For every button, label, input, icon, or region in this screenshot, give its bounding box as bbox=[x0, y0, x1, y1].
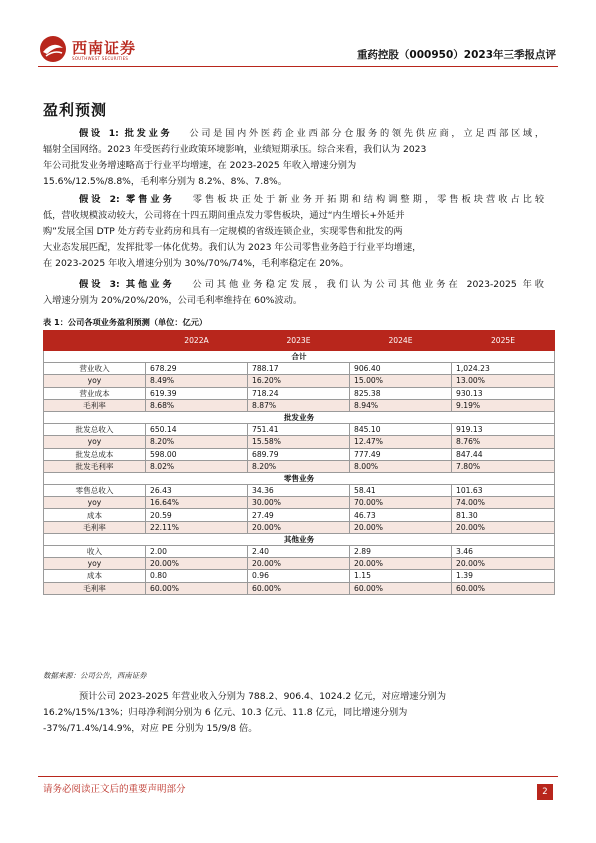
paragraph-line: 低，营收规模波动较大，公司将在十四五期间重点发力零售板块，通过“内生增长+外延并 bbox=[43, 210, 405, 221]
table-row bbox=[44, 546, 555, 558]
row-label: 成本 bbox=[44, 509, 146, 521]
table-cell: 60.00% bbox=[350, 582, 452, 594]
table-cell: 2.00 bbox=[146, 546, 248, 558]
paragraph-text: 公司是国内外医药企业西部分仓服务的领先供应商，立足西部区域， bbox=[189, 128, 544, 139]
table-cell: 9.19% bbox=[452, 399, 555, 411]
table-cell: 30.00% bbox=[248, 497, 350, 509]
assumption-label: 假设 3: 其他业务 bbox=[79, 279, 175, 290]
table-cell: 2.40 bbox=[248, 546, 350, 558]
table-source: 数据来源：公司公告，西南证券 bbox=[43, 671, 147, 680]
table-cell: 718.24 bbox=[248, 387, 350, 399]
section-heading: 批发业务 bbox=[44, 411, 555, 423]
table-cell: 60.00% bbox=[146, 582, 248, 594]
paragraph-line: 辐射全国网络。2023 年受医药行业政策环境影响，业绩短期承压。综合来看，我们认为 2023 bbox=[43, 144, 427, 155]
paragraph-line: 在 2023-2025 年收入增速分别为 30%/70%/74%，毛利率稳定在 20%。 bbox=[43, 258, 349, 269]
assumption-3-paragraph bbox=[43, 277, 544, 309]
paragraph-text: 公司其他业务稳定发展，我们认为公司其他业务在 2023-2025 年收 bbox=[192, 279, 544, 290]
table-cell: 20.59 bbox=[146, 509, 248, 521]
column-header: 2024E bbox=[350, 331, 452, 351]
paragraph-line: 购”发展全国 DTP 处方药专业药房和具有一定规模的省级连锁企业，实现零售和批发的两 bbox=[43, 226, 403, 237]
table-cell: 689.79 bbox=[248, 448, 350, 460]
table-cell: 8.94% bbox=[350, 399, 452, 411]
table-cell: 15.00% bbox=[350, 375, 452, 387]
table-row bbox=[44, 363, 555, 375]
table-cell: 0.80 bbox=[146, 570, 248, 582]
table-cell: 0.96 bbox=[248, 570, 350, 582]
table-cell: 1,024.23 bbox=[452, 363, 555, 375]
table-cell: 20.00% bbox=[146, 558, 248, 570]
paragraph-line: 大业态发展匹配，发挥批零一体化优势。我们认为 2023 年公司零售业务趋于行业平均增速， bbox=[43, 242, 422, 253]
table-cell: 22.11% bbox=[146, 521, 248, 533]
table-cell: 8.20% bbox=[146, 436, 248, 448]
table-cell: 619.39 bbox=[146, 387, 248, 399]
table-cell: 60.00% bbox=[452, 582, 555, 594]
row-label: yoy bbox=[44, 558, 146, 570]
row-label: yoy bbox=[44, 436, 146, 448]
column-header: 2023E bbox=[248, 331, 350, 351]
table-row bbox=[44, 375, 555, 387]
row-label: 营业成本 bbox=[44, 387, 146, 399]
section-heading: 其他业务 bbox=[44, 533, 555, 545]
footer-disclaimer: 请务必阅读正文后的重要声明部分 bbox=[43, 784, 186, 795]
row-label: 批发毛利率 bbox=[44, 460, 146, 472]
row-label: 营业收入 bbox=[44, 363, 146, 375]
assumption-1-paragraph bbox=[43, 126, 544, 190]
paragraph-line bbox=[59, 126, 544, 142]
paragraph-line: -37%/71.4%/14.9%，对应 PE 分别为 15/9/8 倍。 bbox=[43, 723, 258, 734]
table-cell: 3.46 bbox=[452, 546, 555, 558]
section-heading: 零售业务 bbox=[44, 472, 555, 484]
paragraph-line: 15.6%/12.5%/8.8%，毛利率分别为 8.2%、8%、7.8%。 bbox=[43, 176, 287, 187]
table-row bbox=[44, 485, 555, 497]
table-cell: 930.13 bbox=[452, 387, 555, 399]
table-header-row bbox=[44, 331, 555, 351]
table-cell: 8.02% bbox=[146, 460, 248, 472]
table-cell: 74.00% bbox=[452, 497, 555, 509]
table-cell: 788.17 bbox=[248, 363, 350, 375]
row-label: yoy bbox=[44, 497, 146, 509]
page-number: 2 bbox=[537, 784, 553, 800]
column-header: 2025E bbox=[452, 331, 555, 351]
table-section-row bbox=[44, 533, 555, 545]
paragraph-line: 16.2%/15%/13%；归母净利润分别为 6 亿元、10.3 亿元、11.8 亿元，同比增速分别为 bbox=[43, 707, 408, 718]
table-body bbox=[44, 351, 555, 595]
table-cell: 919.13 bbox=[452, 424, 555, 436]
table-row bbox=[44, 582, 555, 594]
table-row bbox=[44, 387, 555, 399]
table-cell: 8.00% bbox=[350, 460, 452, 472]
table-cell: 26.43 bbox=[146, 485, 248, 497]
table-section-row bbox=[44, 472, 555, 484]
table-cell: 847.44 bbox=[452, 448, 555, 460]
table-cell: 13.00% bbox=[452, 375, 555, 387]
table-cell: 70.00% bbox=[350, 497, 452, 509]
row-label: 毛利率 bbox=[44, 399, 146, 411]
paragraph-line: 预计公司 2023-2025 年营业收入分别为 788.2、906.4、1024.2 亿元，对应增速分别为 bbox=[79, 691, 447, 702]
row-label: 毛利率 bbox=[44, 521, 146, 533]
table-cell: 678.29 bbox=[146, 363, 248, 375]
table-row bbox=[44, 424, 555, 436]
row-label: yoy bbox=[44, 375, 146, 387]
assumption-2-paragraph bbox=[43, 192, 544, 272]
table-section-row bbox=[44, 411, 555, 423]
table-cell: 8.68% bbox=[146, 399, 248, 411]
table-cell: 20.00% bbox=[350, 558, 452, 570]
table-cell: 598.00 bbox=[146, 448, 248, 460]
table-cell: 12.47% bbox=[350, 436, 452, 448]
row-label: 收入 bbox=[44, 546, 146, 558]
table-cell: 60.00% bbox=[248, 582, 350, 594]
table-cell: 16.20% bbox=[248, 375, 350, 387]
table-cell: 81.30 bbox=[452, 509, 555, 521]
paragraph-line: 入增速分别为 20%/20%/20%，公司毛利率维持在 60%波动。 bbox=[43, 295, 303, 306]
table-cell: 8.49% bbox=[146, 375, 248, 387]
row-label: 零售总收入 bbox=[44, 485, 146, 497]
table-cell: 27.49 bbox=[248, 509, 350, 521]
assumption-label: 假设 2: 零售业务 bbox=[79, 194, 175, 205]
table-row bbox=[44, 509, 555, 521]
forecast-table bbox=[43, 330, 555, 595]
paragraph-line: 年公司批发业务增速略高于行业平均增速，在 2023-2025 年收入增速分别为 bbox=[43, 160, 357, 171]
table-cell: 101.63 bbox=[452, 485, 555, 497]
table-row bbox=[44, 570, 555, 582]
table-cell: 825.38 bbox=[350, 387, 452, 399]
column-header: 2022A bbox=[146, 331, 248, 351]
table-cell: 906.40 bbox=[350, 363, 452, 375]
table-cell: 58.41 bbox=[350, 485, 452, 497]
table-cell: 650.14 bbox=[146, 424, 248, 436]
table-cell: 7.80% bbox=[452, 460, 555, 472]
table-cell: 8.20% bbox=[248, 460, 350, 472]
table-row bbox=[44, 497, 555, 509]
table-row bbox=[44, 448, 555, 460]
column-header bbox=[44, 331, 146, 351]
table-cell: 20.00% bbox=[248, 558, 350, 570]
section-title: 盈利预测 bbox=[43, 101, 108, 119]
table-cell: 20.00% bbox=[452, 521, 555, 533]
paragraph-text: 零售板块正处于新业务开拓期和结构调整期，零售板块营收占比较 bbox=[192, 194, 544, 205]
brand-name-en: SOUTHWEST SECURITIES bbox=[72, 56, 129, 61]
table-cell: 845.10 bbox=[350, 424, 452, 436]
table-cell: 777.49 bbox=[350, 448, 452, 460]
table-cell: 8.76% bbox=[452, 436, 555, 448]
row-label: 毛利率 bbox=[44, 582, 146, 594]
table-cell: 20.00% bbox=[452, 558, 555, 570]
table-cell: 20.00% bbox=[248, 521, 350, 533]
table-section-row bbox=[44, 351, 555, 363]
table-cell: 8.87% bbox=[248, 399, 350, 411]
table-row bbox=[44, 399, 555, 411]
table-cell: 15.58% bbox=[248, 436, 350, 448]
paragraph-line bbox=[59, 277, 544, 293]
southwest-securities-logo-icon bbox=[38, 34, 68, 64]
table-cell: 1.15 bbox=[350, 570, 452, 582]
forecast-paragraph bbox=[43, 689, 544, 737]
table-row bbox=[44, 521, 555, 533]
table-cell: 46.73 bbox=[350, 509, 452, 521]
footer-divider bbox=[38, 776, 558, 777]
table-row bbox=[44, 436, 555, 448]
assumption-label: 假设 1: 批发业务 bbox=[79, 128, 173, 139]
table-cell: 1.39 bbox=[452, 570, 555, 582]
header-divider bbox=[38, 66, 558, 67]
table-caption: 表 1：公司各项业务盈利预测（单位：亿元） bbox=[43, 317, 208, 327]
brand-name: 西南证券 bbox=[72, 39, 137, 57]
row-label: 批发总成本 bbox=[44, 448, 146, 460]
table-cell: 2.89 bbox=[350, 546, 452, 558]
table-cell: 751.41 bbox=[248, 424, 350, 436]
report-title: 重药控股（000950）2023年三季报点评 bbox=[356, 49, 556, 61]
row-label: 成本 bbox=[44, 570, 146, 582]
paragraph-line bbox=[59, 192, 544, 208]
section-heading: 合计 bbox=[44, 351, 555, 363]
table-cell: 16.64% bbox=[146, 497, 248, 509]
table-cell: 20.00% bbox=[350, 521, 452, 533]
table-row bbox=[44, 558, 555, 570]
row-label: 批发总收入 bbox=[44, 424, 146, 436]
table-row bbox=[44, 460, 555, 472]
table-cell: 34.36 bbox=[248, 485, 350, 497]
